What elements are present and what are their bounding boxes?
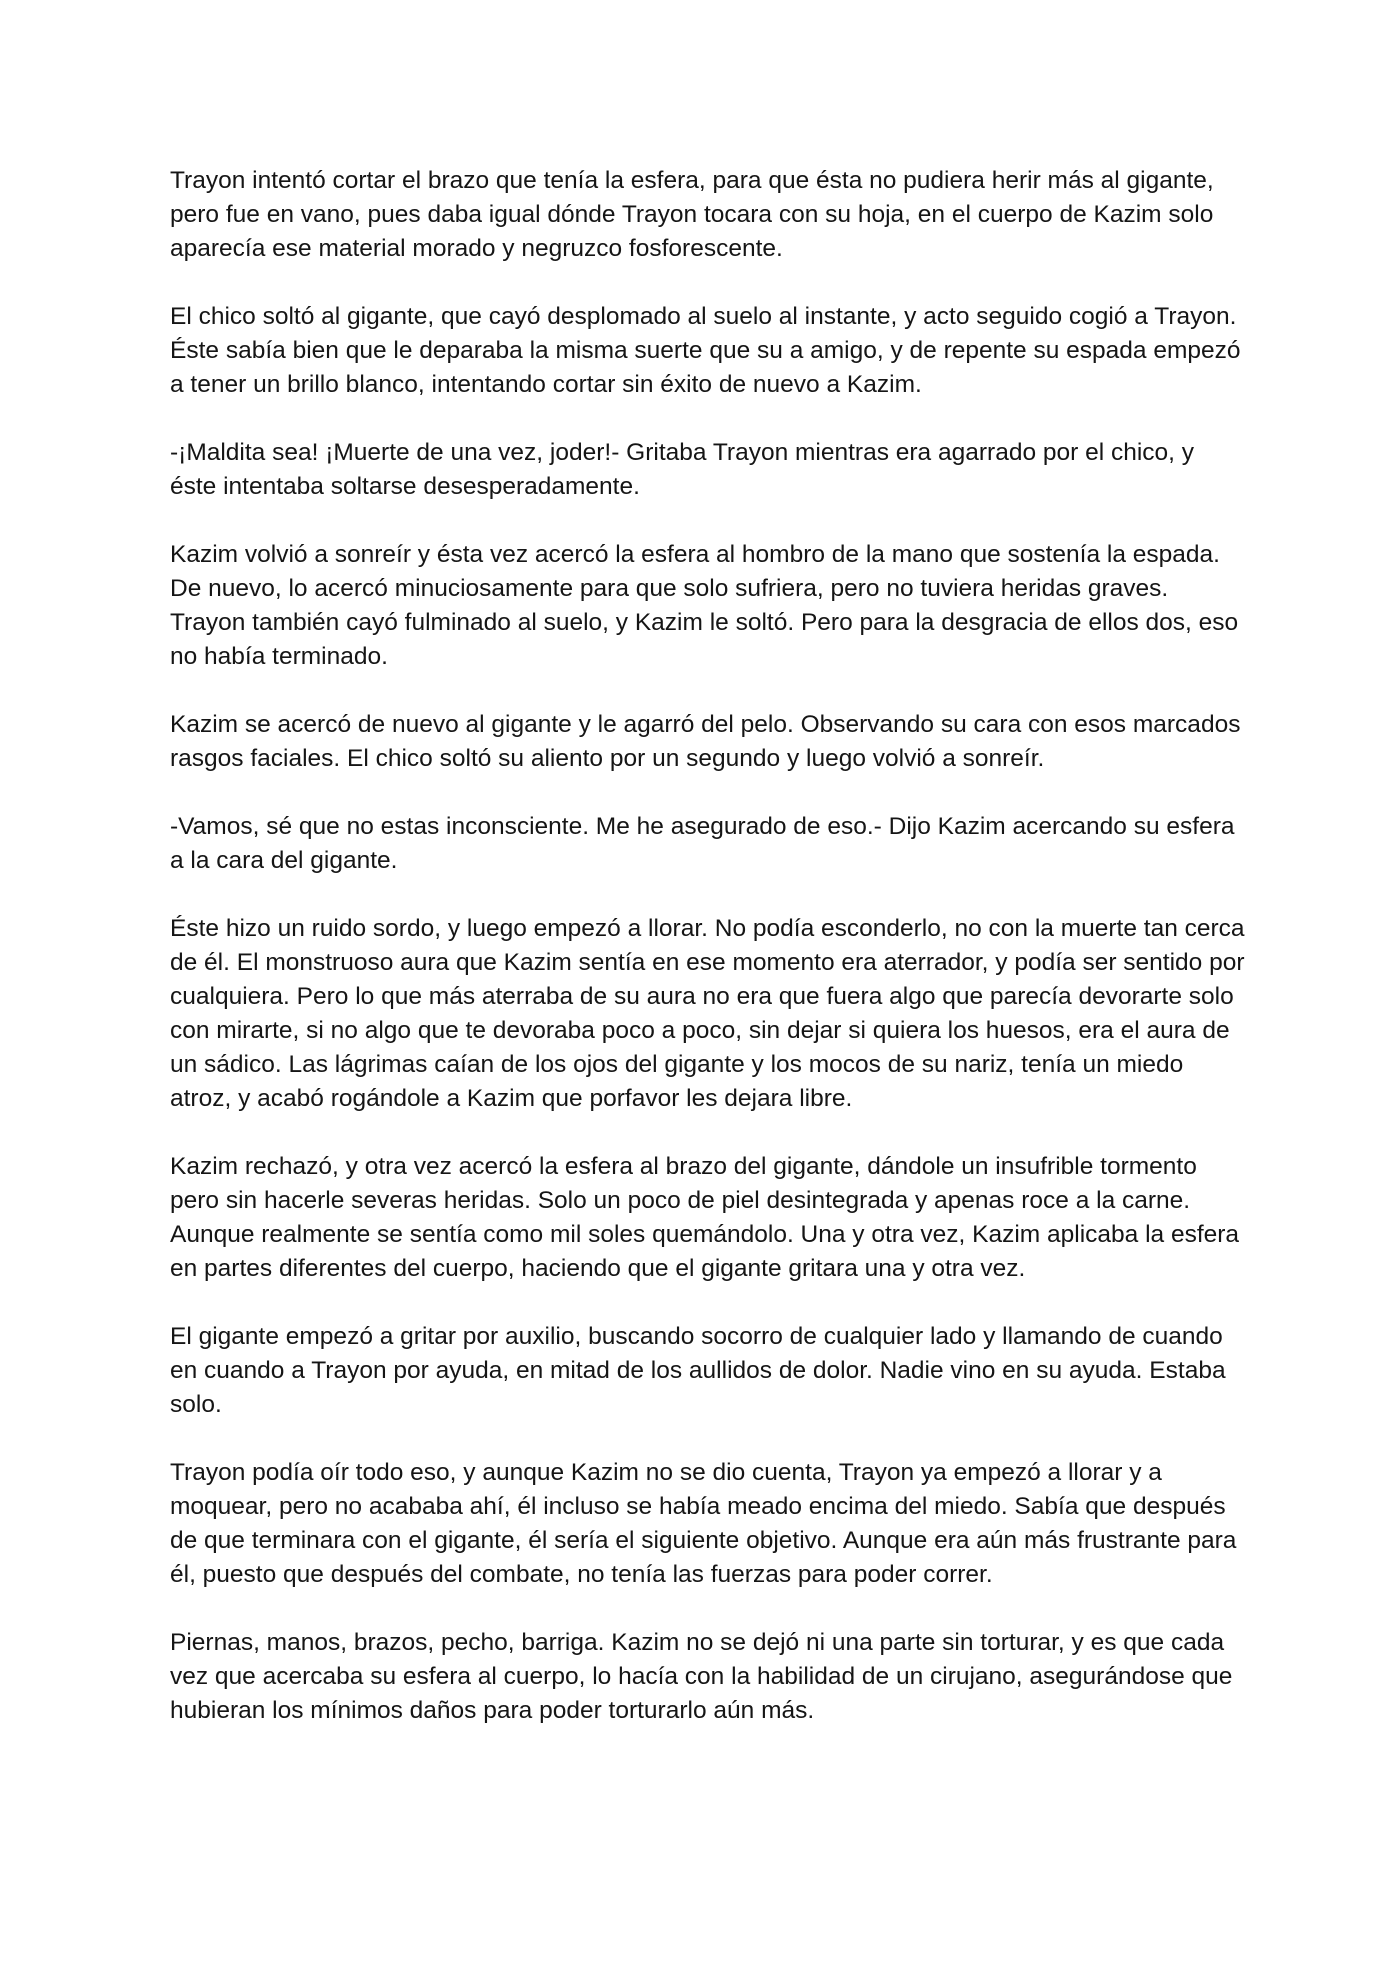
paragraph: -¡Maldita sea! ¡Muerte de una vez, joder!- Gritaba Trayon mientras era agarrado por el chico, y éste intentaba soltarse desesperadamente. [170,439,1195,500]
paragraph: Piernas, manos, brazos, pecho, barriga. Kazim no se dejó ni una parte sin torturar, y es que cada vez que acercaba su esfera al cuerpo, lo hacía con la habilidad de un cirujano, asegurándose que hubieran los mínimos daños para poder torturarlo aún más. [170,1629,1233,1724]
paragraph: Kazim se acercó de nuevo al gigante y le agarró del pelo. Observando su cara con esos marcados rasgos faciales. El chico soltó su aliento por un segundo y luego volvió a sonreír. [170,711,1241,772]
body-text [170,164,1245,1762]
paragraph: Kazim volvió a sonreír y ésta vez acercó la esfera al hombro de la mano que sostenía la espada. De nuevo, lo acercó minuciosamente para que solo sufriera, pero no tuviera heridas graves. Trayon también cayó fulminado al suelo, y Kazim le soltó. Pero para la desgracia de ellos dos, eso no había terminado. [170,541,1239,670]
paragraph: Éste hizo un ruido sordo, y luego empezó a llorar. No podía esconderlo, no con la muerte tan cerca de él. El monstruoso aura que Kazim sentía en ese momento era aterrador, y podía ser sentido por cualquiera. Pero lo que más aterraba de su aura no era que fuera algo que parecía devorarte solo con mirarte, si no algo que te devoraba poco a poco, sin dejar si quiera los huesos, era el aura de un sádico. Las lágrimas caían de los ojos del gigante y los mocos de su nariz, tenía un miedo atroz, y acabó rogándole a Kazim que porfavor les dejara libre. [170,915,1245,1112]
paragraph: -Vamos, sé que no estas inconsciente. Me he asegurado de eso.- Dijo Kazim acercando su esfera a la cara del gigante. [170,813,1235,874]
paragraph: El gigante empezó a gritar por auxilio, buscando socorro de cualquier lado y llamando de cuando en cuando a Trayon por ayuda, en mitad de los aullidos de dolor. Nadie vino en su ayuda. Estaba solo. [170,1323,1226,1418]
paragraph: Trayon intentó cortar el brazo que tenía la esfera, para que ésta no pudiera herir más al gigante, pero fue en vano, pues daba igual dónde Trayon tocara con su hoja, en el cuerpo de Kazim solo aparecía ese material morado y negruzco fosforescente. [170,167,1214,262]
paragraph: El chico soltó al gigante, que cayó desplomado al suelo al instante, y acto seguido cogió a Trayon. Éste sabía bien que le deparaba la misma suerte que su a amigo, y de repente su espada empezó a tener un brillo blanco, intentando cortar sin éxito de nuevo a Kazim. [170,303,1241,398]
paragraph: Kazim rechazó, y otra vez acercó la esfera al brazo del gigante, dándole un insufrible tormento pero sin hacerle severas heridas. Solo un poco de piel desintegrada y apenas roce a la carne. Aunque realmente se sentía como mil soles quemándolo. Una y otra vez, Kazim aplicaba la esfera en partes diferentes del cuerpo, haciendo que el gigante gritara una y otra vez. [170,1153,1240,1282]
paragraph: Trayon podía oír todo eso, y aunque Kazim no se dio cuenta, Trayon ya empezó a llorar y a moquear, pero no acababa ahí, él incluso se había meado encima del miedo. Sabía que después de que terminara con el gigante, él sería el siguiente objetivo. Aunque era aún más frustrante para él, puesto que después del combate, no tenía las fuerzas para poder correr. [170,1459,1237,1588]
